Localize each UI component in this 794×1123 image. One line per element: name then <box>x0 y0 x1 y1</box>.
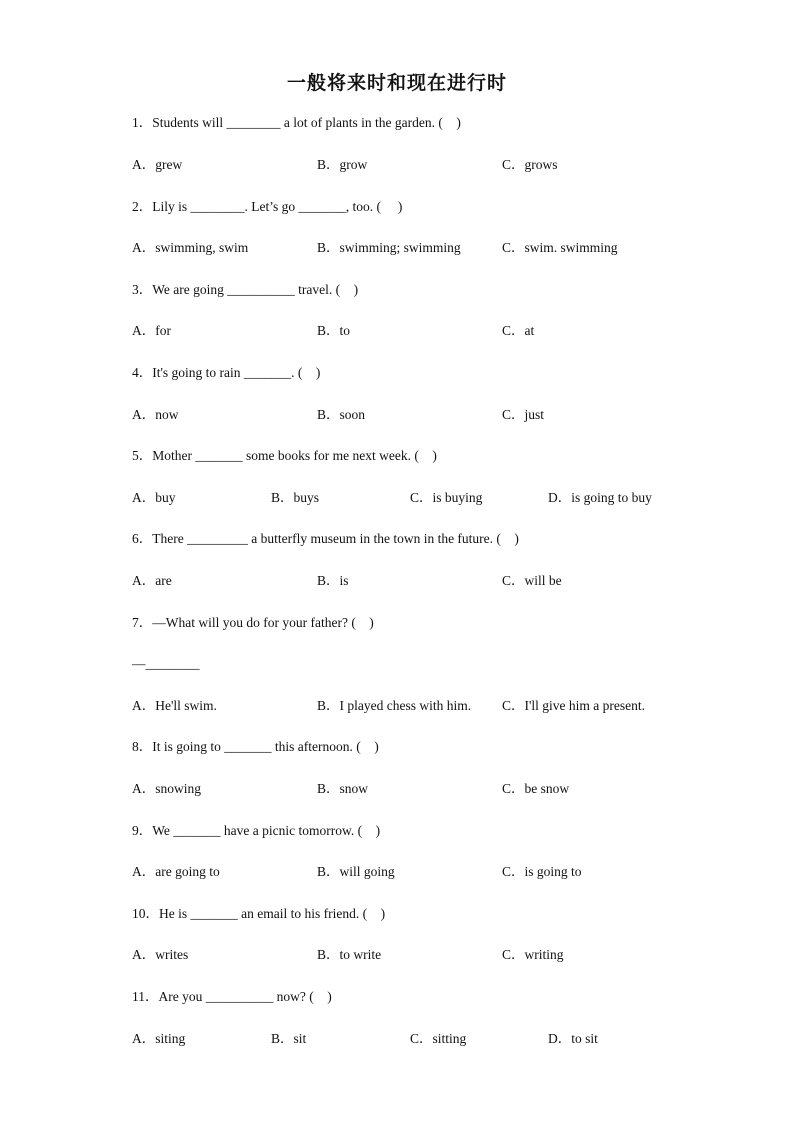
question-11-option-b[interactable]: B．sit <box>271 1031 307 1046</box>
question-4-option-b[interactable]: B．soon <box>317 407 366 422</box>
question-3-stem: 3．We are going __________ travel. ( ) <box>132 282 359 297</box>
question-6-option-b[interactable]: B．is <box>317 573 349 588</box>
question-6-option-a[interactable]: A．are <box>132 573 172 588</box>
question-8-option-c[interactable]: C．be snow <box>502 781 570 796</box>
question-3-option-a[interactable]: A．for <box>132 323 171 338</box>
question-1-option-a[interactable]: A．grew <box>132 157 183 172</box>
question-4-option-a[interactable]: A．now <box>132 407 179 422</box>
question-9-option-a[interactable]: A．are going to <box>132 864 220 879</box>
question-3-option-c[interactable]: C．at <box>502 323 535 338</box>
question-4-stem: 4．It's going to rain _______. ( ) <box>132 365 321 380</box>
question-8-option-a[interactable]: A．snowing <box>132 781 202 796</box>
question-1-stem: 1．Students will ________ a lot of plants in the garden. ( ) <box>132 115 461 130</box>
question-2-stem: 2．Lily is ________. Let’s go _______, too. ( ) <box>132 199 403 214</box>
question-11-option-d[interactable]: D．to sit <box>548 1031 598 1046</box>
question-9-option-c[interactable]: C．is going to <box>502 864 582 879</box>
question-4-option-c[interactable]: C．just <box>502 407 545 422</box>
question-1-option-b[interactable]: B．grow <box>317 157 368 172</box>
question-11-option-c[interactable]: C．sitting <box>410 1031 467 1046</box>
question-5-option-b[interactable]: B．buys <box>271 490 320 505</box>
question-8-stem: 8．It is going to _______ this afternoon. ( ) <box>132 739 379 754</box>
question-5-option-d[interactable]: D．is going to buy <box>548 490 652 505</box>
question-9-stem: 9．We _______ have a picnic tomorrow. ( ) <box>132 823 381 838</box>
question-2-option-c[interactable]: C．swim. swimming <box>502 240 618 255</box>
question-1-option-c[interactable]: C．grows <box>502 157 558 172</box>
question-7-option-a[interactable]: A．He'll swim. <box>132 698 217 713</box>
question-6-stem: 6．There _________ a butterfly museum in the town in the future. ( ) <box>132 531 519 546</box>
question-6-option-c[interactable]: C．will be <box>502 573 562 588</box>
question-10-option-b[interactable]: B．to write <box>317 947 382 962</box>
question-2-option-b[interactable]: B．swimming; swimming <box>317 240 461 255</box>
question-8-option-b[interactable]: B．snow <box>317 781 369 796</box>
question-7-option-b[interactable]: B．I played chess with him. <box>317 698 472 713</box>
question-3-option-b[interactable]: B．to <box>317 323 351 338</box>
question-10-option-c[interactable]: C．writing <box>502 947 564 962</box>
question-7-option-c[interactable]: C．I'll give him a present. <box>502 698 646 713</box>
question-9-option-b[interactable]: B．will going <box>317 864 395 879</box>
question-11-option-a[interactable]: A．siting <box>132 1031 186 1046</box>
page-title: 一般将来时和现在进行时 <box>286 72 507 94</box>
question-10-stem: 10．He is _______ an email to his friend. ( ) <box>132 906 386 921</box>
question-5-stem: 5．Mother _______ some books for me next week. ( ) <box>132 448 437 463</box>
question-10-option-a[interactable]: A．writes <box>132 947 189 962</box>
question-2-option-a[interactable]: A．swimming, swim <box>132 240 249 255</box>
question-7-stem: 7．—What will you do for your father? ( ) <box>132 615 374 630</box>
question-5-option-a[interactable]: A．buy <box>132 490 176 505</box>
question-5-option-c[interactable]: C．is buying <box>410 490 483 505</box>
question-11-stem: 11．Are you __________ now? ( ) <box>132 989 332 1004</box>
question-7-answer-line[interactable]: —________ <box>132 656 200 671</box>
